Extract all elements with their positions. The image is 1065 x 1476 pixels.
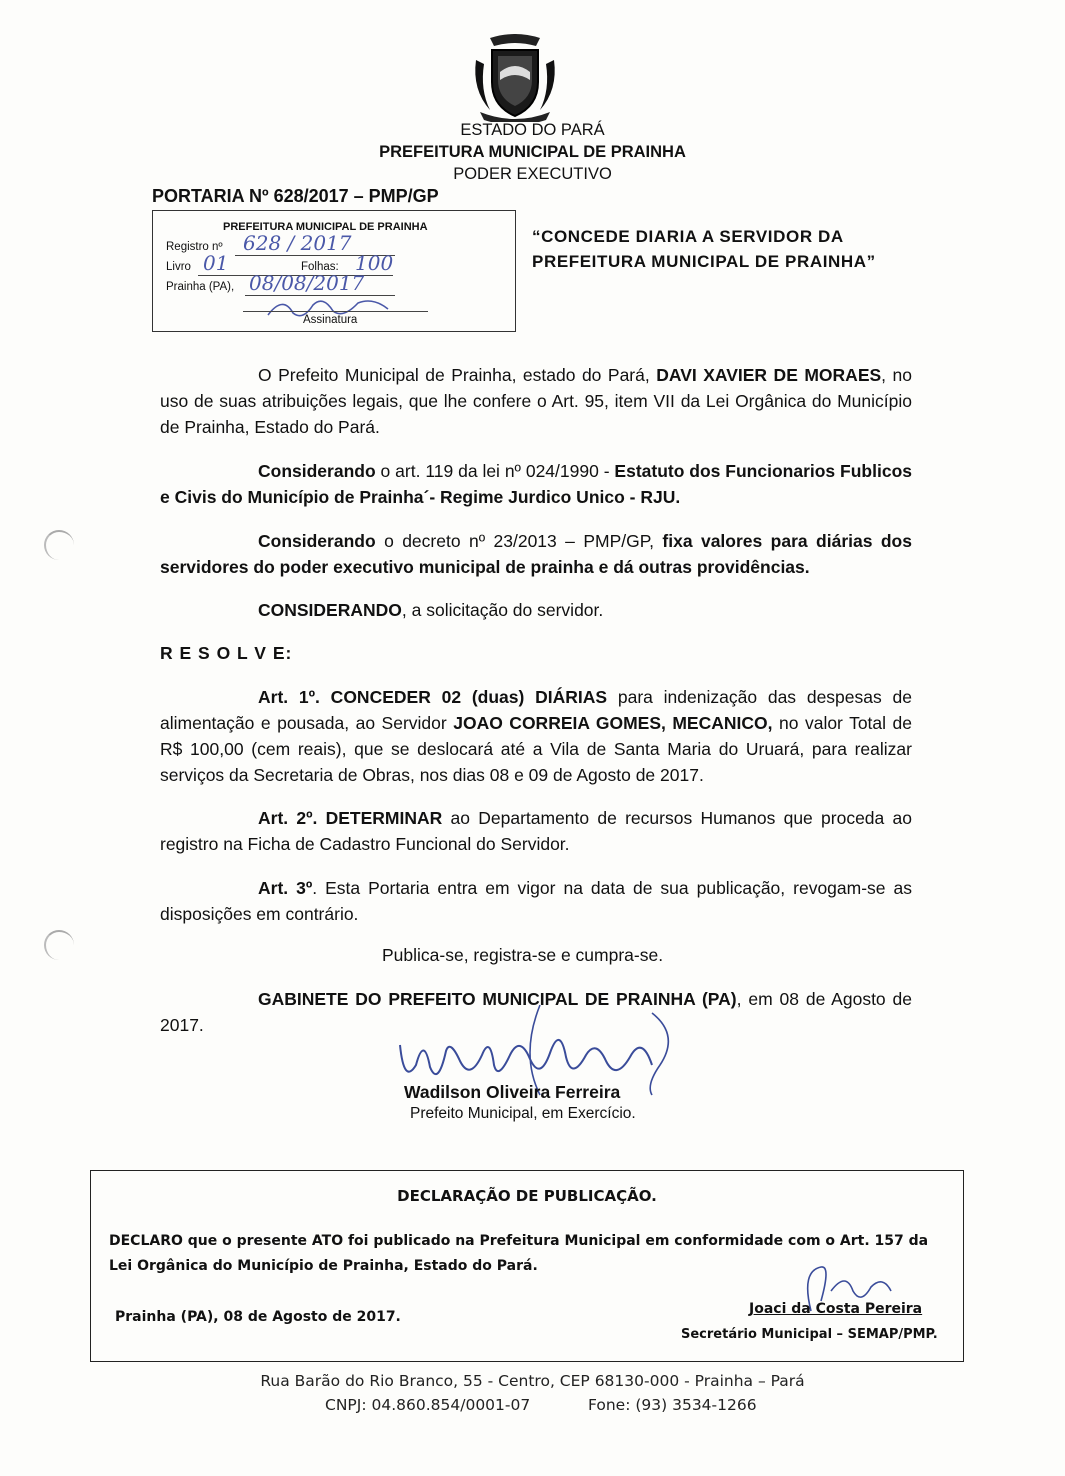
article-3: Art. 3º. Esta Portaria entra em vigor na data de sua publicação, revogam-se as disposições em contrário.	[160, 878, 912, 924]
portaria-number: PORTARIA Nº 628/2017 – PMP/GP	[152, 186, 439, 206]
mayor-role: Prefeito Municipal, em Exercício.	[410, 1105, 636, 1122]
stamp-local-label: Prainha (PA),	[166, 281, 235, 293]
article-1: Art. 1º. CONCEDER 02 (duas) DIÁRIAS para indenização das despesas de alimentação e pousada, ao Servidor JOAO CORREIA GOMES, MECANICO, no valor Total de R$ 100,00 (cem reais), que se deslocará até a Vila de Santa Maria do Uruará, para realizar serviços da Secretaria de Obras, nos dias 08 e 09 de Agosto de 2017.	[160, 687, 912, 785]
subject	[532, 224, 876, 274]
footer-cnpj: CNPJ: 04.860.854/0001-07	[325, 1396, 531, 1414]
state-title: ESTADO DO PARÁ	[460, 121, 605, 139]
municipality-title: PREFEITURA MUNICIPAL DE PRAINHA	[379, 143, 686, 161]
subject-line-2: PREFEITURA MUNICIPAL DE PRAINHA”	[532, 252, 876, 271]
declaration-date: Prainha (PA), 08 de Agosto de 2017.	[115, 1309, 401, 1325]
article-2: Art. 2º. DETERMINAR ao Departamento de recursos Humanos que proceda ao registro na Ficha de Cadastro Funcional do Servidor.	[160, 808, 912, 854]
declaration-text: DECLARO que o presente ATO foi publicado na Prefeitura Municipal em conformidade com o Art. 157 da Lei Orgânica do Município de Prainha, Estado do Pará.	[109, 1233, 929, 1274]
stamp-signature-label: Assinatura	[303, 314, 358, 326]
stamp-title: PREFEITURA MUNICIPAL DE PRAINHA	[223, 221, 428, 233]
publication-declaration	[90, 1170, 964, 1362]
subject-line-1: “CONCEDE DIARIA A SERVIDOR DA	[532, 227, 844, 246]
stamp-folhas-value: 100	[355, 251, 394, 275]
resolve-heading: R E S O L V E:	[160, 643, 293, 663]
paragraph-considerando-3: CONSIDERANDO, a solicitação do servidor.	[258, 600, 604, 620]
branch-title: PODER EXECUTIVO	[453, 165, 612, 183]
stamp-livro-label: Livro	[166, 261, 191, 273]
paragraph-considerando-1: Considerando o art. 119 da lei nº 024/1990 - Estatuto dos Funcionarios Fublicos e Civis do Município de Prainha´- Regime Jurdico Unico - RJU.	[160, 461, 912, 507]
declaration-signer-name: Joaci da Costa Pereira	[749, 1301, 923, 1317]
stamp-folhas-label: Folhas:	[301, 261, 339, 273]
publish-line: Publica-se, registra-se e cumpra-se.	[382, 945, 664, 965]
paragraph-considerando-2: Considerando o decreto nº 23/2013 – PMP/GP, fixa valores para diárias dos servidores do poder executivo municipal de prainha e dá outras providências.	[160, 531, 912, 577]
stamp-livro-value: 01	[203, 251, 229, 275]
registry-stamp	[152, 210, 516, 332]
coat-of-arms-icon	[470, 30, 560, 122]
paragraph-prefeito: O Prefeito Municipal de Prainha, estado do Pará, DAVI XAVIER DE MORAES, no uso de suas atribuições legais, que lhe confere o Art. 95, item VII da Lei Orgânica do Município de Prainha, Estado do Pará.	[160, 365, 912, 437]
gabinete-line: GABINETE DO PREFEITO MUNICIPAL DE PRAINHA (PA), em 08 de Agosto de 2017.	[160, 989, 912, 1035]
stamp-date-value: 08/08/2017	[249, 271, 365, 295]
footer-address: Rua Barão do Rio Branco, 55 - Centro, CEP 68130-000 - Prainha – Pará	[260, 1372, 805, 1390]
punch-hole-bottom	[44, 930, 74, 960]
punch-hole-top	[44, 530, 74, 560]
footer-phone: Fone: (93) 3534-1266	[588, 1396, 757, 1414]
stamp-registro-value: 628 / 2017	[243, 231, 352, 255]
declaration-signer-role: Secretário Municipal – SEMAP/PMP.	[681, 1327, 938, 1342]
declaration-title: DECLARAÇÃO DE PUBLICAÇÃO.	[397, 1187, 657, 1205]
stamp-registro-label: Registro nº	[166, 241, 223, 253]
mayor-name: Wadilson Oliveira Ferreira	[404, 1082, 621, 1102]
